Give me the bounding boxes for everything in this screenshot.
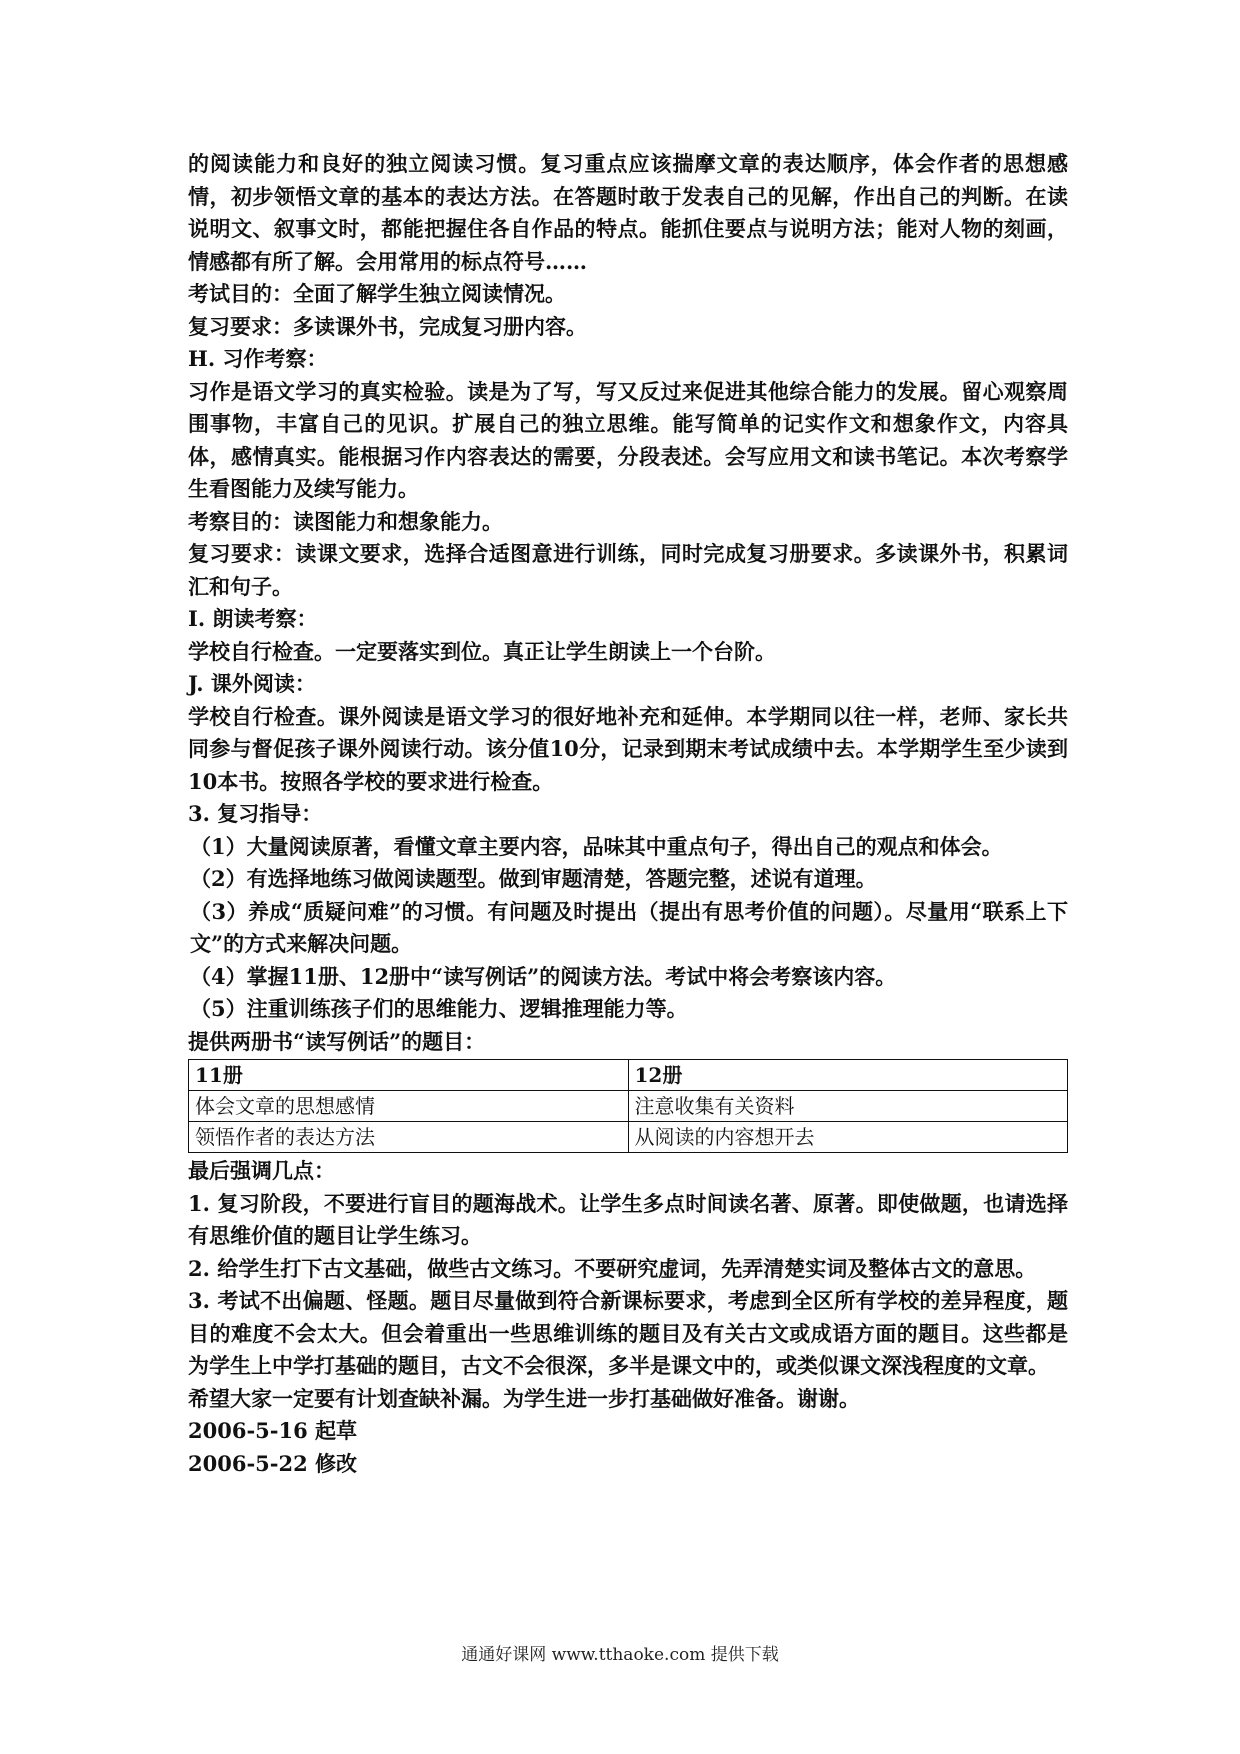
revision-date: 2006-5-22 修改 xyxy=(188,1450,358,1476)
paragraph: 考察目的：读图能力和想象能力。 xyxy=(188,508,503,534)
guide-item: （3）养成“质疑问难”的习惯。有问题及时提出（提出有思考价值的问题）。尽量用“联系上下文”的方式来解决问题。 xyxy=(190,898,1068,956)
draft-date: 2006-5-16 起草 xyxy=(188,1418,358,1443)
section-heading-i: I. 朗读考察： xyxy=(188,606,318,631)
paragraph: 复习要求：读课文要求，选择合适图意进行训练，同时完成复习册要求。多读课外书，积累词汇和句子。 xyxy=(188,541,1068,599)
paragraph: 习作是语文学习的真实检验。读是为了写，写又反过来促进其他综合能力的发展。留心观察周围事物，丰富自己的见识。扩展自己的独立思维。能写简单的记实作文和想象作文，内容具体，感情真实。能根据习作内容表达的需要，分段表述。会写应用文和读书笔记。本次考察学生看图能力及续写能力。 xyxy=(188,378,1068,501)
table-cell: 注意收集有关资料 xyxy=(628,1091,1068,1122)
page-footer: 通通好课网 www.tthaoke.com 提供下载 xyxy=(461,1645,779,1665)
table-row xyxy=(189,1122,1068,1153)
section-heading-j: J. 课外阅读： xyxy=(188,671,316,696)
paragraph: 复习要求：多读课外书，完成复习册内容。 xyxy=(188,313,587,339)
paragraph: 希望大家一定要有计划查缺补漏。为学生进一步打基础做好准备。谢谢。 xyxy=(188,1385,860,1411)
section-heading-final: 最后强调几点： xyxy=(188,1158,335,1183)
paragraph: 的阅读能力和良好的独立阅读习惯。复习重点应该揣摩文章的表达顺序，体会作者的思想感情，初步领悟文章的基本的表达方法。在答题时敢于发表自己的见解，作出自己的判断。在读说明文、叙事文时，都能把握住各自作品的特点。能抓住要点与说明方法；能对人物的刻画，情感都有所了解。会用常用的标点符号…… xyxy=(188,151,1068,274)
paragraph: 3. 考试不出偏题、怪题。题目尽量做到符合新课标要求，考虑到全区所有学校的差异程度，题目的难度不会太大。但会着重出一些思维训练的题目及有关古文或成语方面的题目。这些都是为学生上中学打基础的题目，古文不会很深，多半是课文中的，或类似课文深浅程度的文章。 xyxy=(188,1288,1068,1378)
guide-item: （2）有选择地练习做阅读题型。做到审题清楚，答题完整，述说有道理。 xyxy=(190,866,877,891)
table-header-cell: 12册 xyxy=(628,1060,1068,1091)
table-cell: 从阅读的内容想开去 xyxy=(628,1122,1068,1153)
guide-item: （5）注重训练孩子们的思维能力、逻辑推理能力等。 xyxy=(190,996,688,1021)
paragraph: 2. 给学生打下古文基础，做些古文练习。不要研究虚词，先弄清楚实词及整体古文的意思。 xyxy=(188,1255,1037,1281)
document-body xyxy=(188,148,1068,1480)
table-row xyxy=(189,1091,1068,1122)
table-header-cell: 11册 xyxy=(189,1060,629,1091)
table-intro: 提供两册书“读写例话”的题目： xyxy=(188,1028,486,1054)
paragraph: 1. 复习阶段，不要进行盲目的题海战术。让学生多点时间读名著、原著。即使做题，也请选择有思维价值的题目让学生练习。 xyxy=(188,1190,1068,1248)
guide-item: （4）掌握11册、12册中“读写例话”的阅读方法。考试中将会考察该内容。 xyxy=(190,963,897,989)
paragraph: 学校自行检查。课外阅读是语文学习的很好地补充和延伸。本学期同以往一样，老师、家长共同参与督促孩子课外阅读行动。该分值10分，记录到期末考试成绩中去。本学期学生至少读到10本书。按照各学校的要求进行检查。 xyxy=(188,703,1068,794)
section-heading-guide: 3. 复习指导： xyxy=(188,801,323,826)
paragraph: 学校自行检查。一定要落实到位。真正让学生朗读上一个台阶。 xyxy=(188,638,776,664)
paragraph: 考试目的：全面了解学生独立阅读情况。 xyxy=(188,281,566,306)
table-cell: 体会文章的思想感情 xyxy=(189,1091,629,1122)
reading-writing-topics-table xyxy=(188,1059,1068,1153)
guide-item: （1）大量阅读原著，看懂文章主要内容，品味其中重点句子，得出自己的观点和体会。 xyxy=(190,833,1003,859)
table-header-row xyxy=(189,1060,1068,1091)
section-heading-h: H. 习作考察： xyxy=(188,346,328,371)
table-cell: 领悟作者的表达方法 xyxy=(189,1122,629,1153)
